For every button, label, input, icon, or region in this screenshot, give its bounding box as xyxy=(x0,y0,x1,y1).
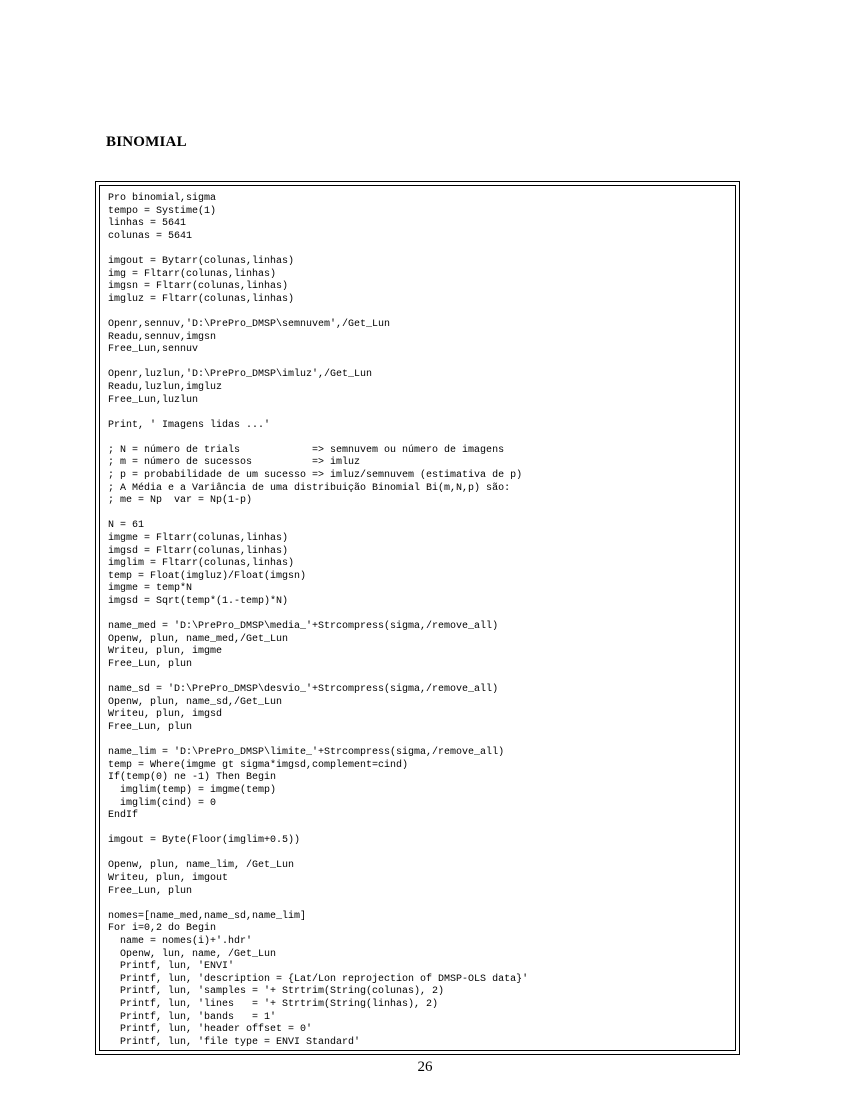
code-line: Free_Lun,luzlun xyxy=(108,394,199,406)
code-line: Printf, lun, 'samples = '+ Strtrim(String(colunas), 2) xyxy=(108,986,445,998)
page-number: 26 xyxy=(417,1059,433,1075)
code-line: Openw, plun, name_lim, /Get_Lun xyxy=(108,860,295,872)
code-line: temp = Float(imgluz)/Float(imgsn) xyxy=(108,570,307,582)
code-line xyxy=(108,306,731,319)
code-line: Readu,luzlun,imgluz xyxy=(108,381,223,393)
code-line: Free_Lun,sennuv xyxy=(108,344,199,356)
code-line: Openr,sennuv,'D:\PrePro_DMSP\semnuvem',/Get_Lun xyxy=(108,318,391,330)
code-line: Printf, lun, 'bands = 1' xyxy=(108,1011,277,1023)
code-line xyxy=(108,735,731,748)
code-line: Printf, lun, 'description = {Lat/Lon reprojection of DMSP-OLS data}' xyxy=(108,973,529,985)
code-line: N = 61 xyxy=(108,520,145,532)
code-line: imgout = Bytarr(colunas,linhas) xyxy=(108,255,295,267)
code-line: Free_Lun, plun xyxy=(108,885,193,897)
code-line: imgsd = Fltarr(colunas,linhas) xyxy=(108,545,289,557)
code-line: Writeu, plun, imgme xyxy=(108,646,223,658)
code-line: name_lim = 'D:\PrePro_DMSP\limite_'+Strcompress(sigma,/remove_all) xyxy=(108,747,505,759)
code-line: linhas = 5641 xyxy=(108,218,187,230)
code-line: Free_Lun, plun xyxy=(108,721,193,733)
code-line: Printf, lun, 'header offset = 0' xyxy=(108,1024,313,1036)
code-line xyxy=(108,672,731,685)
code-line xyxy=(108,848,731,861)
code-line: name = nomes(i)+'.hdr' xyxy=(108,936,253,948)
code-line: For i=0,2 do Begin xyxy=(108,923,217,935)
code-line: nomes=[name_med,name_sd,name_lim] xyxy=(108,910,307,922)
code-line: If(temp(0) ne -1) Then Begin xyxy=(108,772,277,784)
code-line: Openw, plun, name_sd,/Get_Lun xyxy=(108,696,283,708)
code-line: Print, ' Imagens lidas ...' xyxy=(108,419,271,431)
code-line: ; me = Np var = Np(1-p) xyxy=(108,495,253,507)
code-line: Openr,luzlun,'D:\PrePro_DMSP\imluz',/Get_Lun xyxy=(108,369,373,381)
code-line: Free_Lun, plun xyxy=(108,658,193,670)
code-listing xyxy=(108,193,731,1049)
code-line: Writeu, plun, imgout xyxy=(108,873,229,885)
code-line xyxy=(108,823,731,836)
code-line: tempo = Systime(1) xyxy=(108,205,217,217)
code-line xyxy=(108,508,731,521)
code-line xyxy=(108,609,731,622)
code-line: img = Fltarr(colunas,linhas) xyxy=(108,268,277,280)
code-line: ; N = número de trials => semnuvem ou número de imagens xyxy=(108,444,505,456)
code-line: Openw, plun, name_med,/Get_Lun xyxy=(108,633,289,645)
code-line: name_sd = 'D:\PrePro_DMSP\desvio_'+Strcompress(sigma,/remove_all) xyxy=(108,684,499,696)
code-line: imgout = Byte(Floor(imglim+0.5)) xyxy=(108,835,301,847)
code-line xyxy=(108,898,731,911)
code-line: imglim(cind) = 0 xyxy=(108,797,217,809)
code-line: imglim(temp) = imgme(temp) xyxy=(108,784,277,796)
code-line: imgme = temp*N xyxy=(108,583,193,595)
code-line: imglim = Fltarr(colunas,linhas) xyxy=(108,558,295,570)
code-line: Openw, lun, name, /Get_Lun xyxy=(108,948,277,960)
section-heading: BINOMIAL xyxy=(106,134,187,150)
code-listing-box xyxy=(95,181,740,1055)
code-line: temp = Where(imgme gt sigma*imgsd,complement=cind) xyxy=(108,759,409,771)
code-line: ; A Média e a Variância de uma distribuição Binomial Bi(m,N,p) são: xyxy=(108,482,511,494)
code-line: colunas = 5641 xyxy=(108,230,193,242)
code-line: Pro binomial,sigma xyxy=(108,193,217,204)
code-line: Printf, lun, 'lines = '+ Strtrim(String(linhas), 2) xyxy=(108,999,439,1010)
code-line: imgsd = Sqrt(temp*(1.-temp)*N) xyxy=(108,596,289,607)
code-line: ; m = número de sucessos => imluz xyxy=(108,457,361,469)
code-line xyxy=(108,432,731,445)
code-listing-inner-border xyxy=(99,185,736,1051)
code-line: ; p = probabilidade de um sucesso => imluz/semnuvem (estimativa de p) xyxy=(108,470,523,482)
code-line xyxy=(108,407,731,420)
code-line xyxy=(108,357,731,370)
code-line: name_med = 'D:\PrePro_DMSP\media_'+Strcompress(sigma,/remove_all) xyxy=(108,621,499,633)
code-line: Writeu, plun, imgsd xyxy=(108,709,223,721)
code-line: Readu,sennuv,imgsn xyxy=(108,331,217,343)
code-line: Printf, lun, 'ENVI' xyxy=(108,961,235,973)
code-line: imgme = Fltarr(colunas,linhas) xyxy=(108,533,289,545)
code-line: Printf, lun, 'file type = ENVI Standard' xyxy=(108,1036,361,1048)
code-line xyxy=(108,243,731,256)
code-line: EndIf xyxy=(108,810,139,822)
code-line: imgluz = Fltarr(colunas,linhas) xyxy=(108,293,295,305)
code-line: imgsn = Fltarr(colunas,linhas) xyxy=(108,281,289,293)
